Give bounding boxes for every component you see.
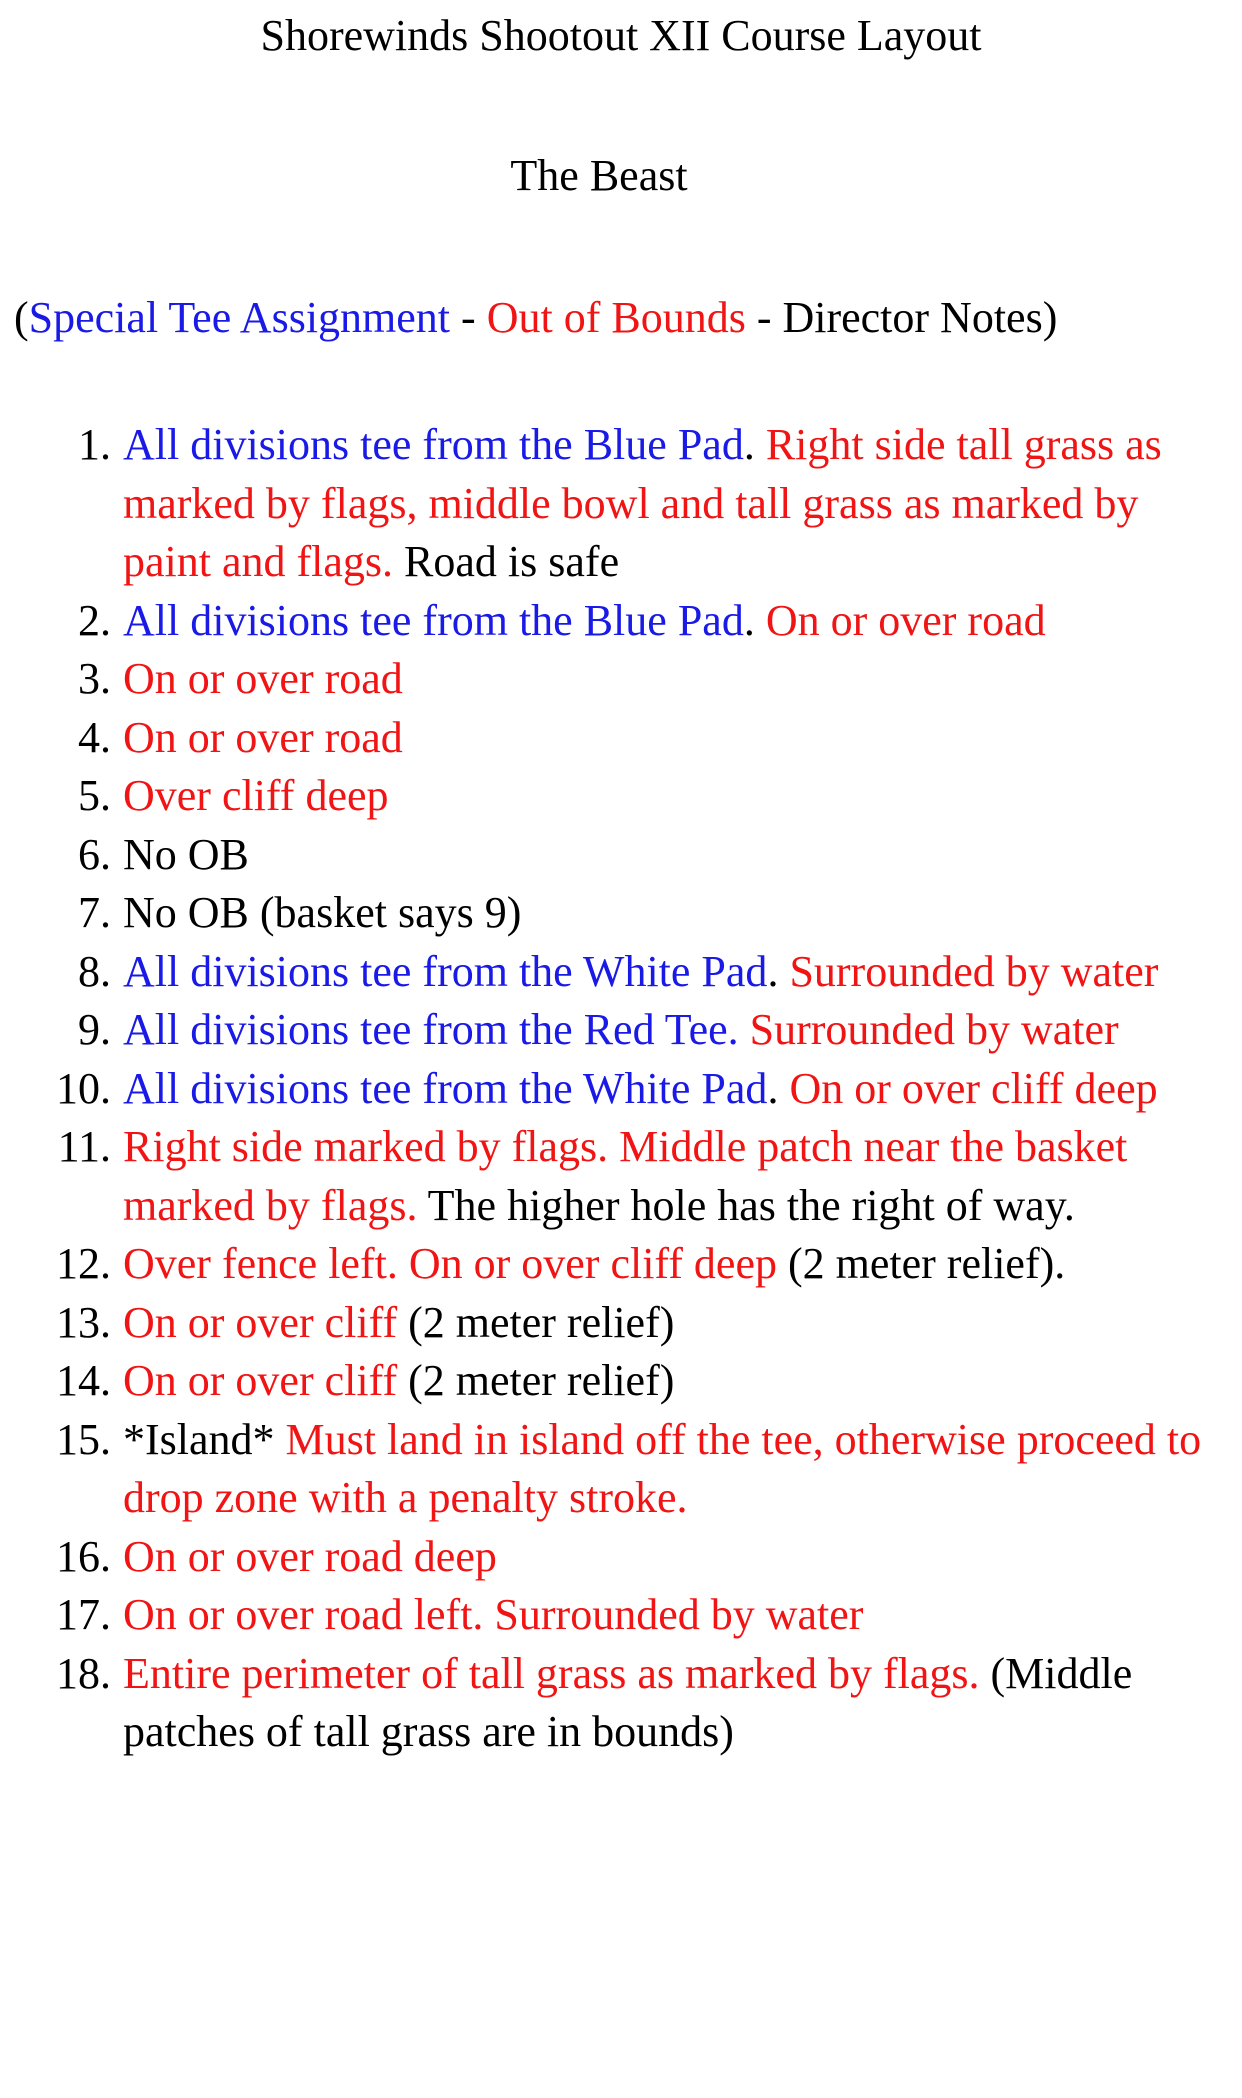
hole-ob-text: Surrounded by water <box>789 946 1159 996</box>
hole-number: 7. <box>78 888 111 937</box>
hole-number: 17. <box>56 1590 111 1639</box>
hole-item <box>0 416 1242 592</box>
hole-number: 15. <box>56 1414 111 1464</box>
hole-item <box>0 1586 1242 1645</box>
hole-ob-text: On or over cliff deep <box>789 1063 1158 1113</box>
hole-number: 16. <box>56 1531 111 1581</box>
hole-notes-text: (2 meter relief) <box>397 1356 675 1405</box>
hole-notes-text: . <box>743 595 766 645</box>
hole-number: 3. <box>78 654 111 703</box>
hole-item <box>0 943 1242 1002</box>
legend-separator: - <box>745 293 783 342</box>
hole-notes-text: . <box>767 946 790 996</box>
hole-notes-text: The higher hole has the right of way. <box>417 1180 1075 1230</box>
hole-notes-text: Road is safe <box>393 537 620 586</box>
hole-notes-text <box>739 1005 750 1054</box>
legend-notes-label: Director Notes <box>782 293 1043 342</box>
hole-tee-text: All divisions tee from the White Pad <box>123 1063 768 1113</box>
hole-ob-text: Surrounded by water <box>749 1005 1119 1054</box>
legend-separator: - <box>450 293 487 342</box>
hole-number: 1. <box>78 420 111 469</box>
hole-ob-text: On or over road left. Surrounded by water <box>123 1590 864 1639</box>
hole-item <box>0 592 1242 651</box>
legend-open-paren: ( <box>14 293 29 342</box>
course-name: The Beast <box>510 151 688 200</box>
hole-ob-text: On or over road <box>123 712 403 762</box>
legend-tee-label: Special Tee Assignment <box>28 293 451 342</box>
hole-item <box>0 767 1242 826</box>
hole-number: 8. <box>78 946 111 996</box>
hole-number: 6. <box>78 829 111 879</box>
hole-number: 10. <box>56 1063 111 1113</box>
hole-tee-text: All divisions tee from the White Pad <box>123 946 768 996</box>
hole-number: 4. <box>78 712 111 762</box>
hole-ob-text: On or over cliff <box>123 1297 398 1347</box>
hole-item <box>0 1235 1242 1294</box>
hole-number: 9. <box>78 1005 111 1054</box>
hole-item <box>0 650 1242 709</box>
hole-item <box>0 1528 1242 1587</box>
hole-ob-text: On or over road <box>123 654 403 703</box>
hole-notes-text: No OB <box>123 829 249 879</box>
color-legend <box>14 288 1242 348</box>
hole-ob-text: On or over road deep <box>123 1531 497 1581</box>
hole-tee-text: All divisions tee from the Blue Pad <box>123 420 744 469</box>
hole-number: 2. <box>78 595 111 645</box>
hole-item <box>0 1352 1242 1411</box>
hole-ob-text: On or over cliff <box>123 1356 398 1405</box>
hole-number: 11. <box>57 1122 111 1171</box>
hole-item <box>0 884 1242 943</box>
hole-notes-text: No OB (basket says 9) <box>123 888 522 937</box>
hole-ob-text: Over fence left. On or over cliff deep <box>123 1239 777 1288</box>
hole-ob-text: Entire perimeter of tall grass as marked by flags. <box>123 1648 980 1698</box>
hole-notes-text: (Middle patches of tall grass are in bounds) <box>123 1648 1133 1756</box>
hole-ob-text: Must land in island off the tee, otherwise proceed to drop zone with a penalty stroke. <box>123 1414 1202 1522</box>
hole-list <box>0 416 1242 1762</box>
hole-item <box>0 1118 1242 1235</box>
hole-ob-text: Right side tall grass as marked by flags, middle bowl and tall grass as marked by paint and flags. <box>123 420 1162 586</box>
hole-tee-text: All divisions tee from the Red Tee. <box>123 1005 739 1054</box>
hole-number: 14. <box>56 1356 111 1405</box>
hole-item <box>0 1411 1242 1528</box>
hole-number: 18. <box>56 1648 111 1698</box>
hole-notes-text: *Island* <box>123 1414 286 1464</box>
document-title: Shorewinds Shootout XII Course Layout <box>260 11 982 60</box>
hole-tee-text: All divisions tee from the Blue Pad <box>123 595 744 645</box>
hole-notes-text: . <box>743 420 766 469</box>
hole-number: 12. <box>56 1239 111 1288</box>
hole-notes-text: (2 meter relief). <box>776 1239 1066 1288</box>
hole-ob-text: Right side marked by flags. Middle patch near the basket marked by flags. <box>123 1122 1128 1230</box>
hole-ob-text: On or over road <box>765 595 1046 645</box>
hole-number: 13. <box>56 1297 111 1347</box>
hole-number: 5. <box>78 771 111 820</box>
legend-close-paren: ) <box>1042 293 1058 342</box>
hole-item <box>0 826 1242 885</box>
hole-item <box>0 1001 1242 1060</box>
legend-ob-label: Out of Bounds <box>486 293 746 342</box>
hole-item <box>0 1060 1242 1119</box>
hole-item <box>0 709 1242 768</box>
hole-item <box>0 1294 1242 1353</box>
hole-ob-text: Over cliff deep <box>123 771 389 820</box>
hole-notes-text: (2 meter relief) <box>397 1297 675 1347</box>
hole-item <box>0 1645 1242 1762</box>
hole-notes-text: . <box>767 1063 790 1113</box>
